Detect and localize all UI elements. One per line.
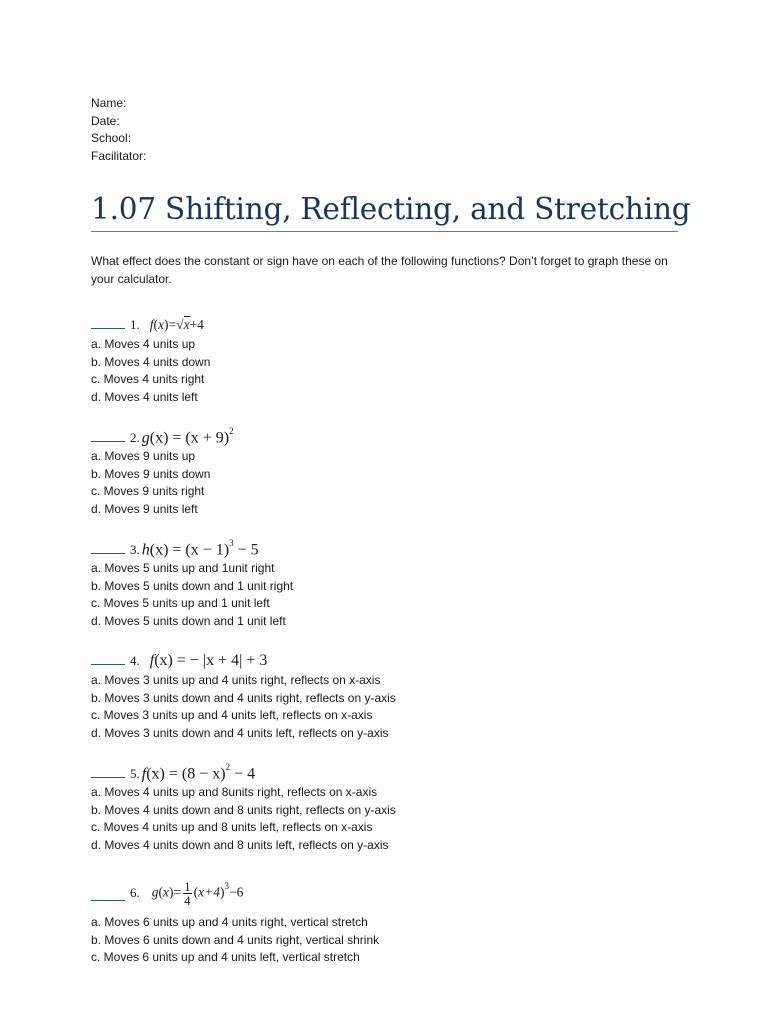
question-formula: $h(x) = (x - 1)^3 - 5$	[141, 538, 259, 559]
option-a: a. Moves 9 units up	[91, 449, 196, 463]
option-a: a. Moves 5 units up and 1unit right	[91, 561, 275, 575]
option-a: a. Moves 3 units up and 4 units right, reflects on x-axis	[91, 673, 381, 687]
school-label: School:	[91, 131, 132, 145]
option-c: c. Moves 3 units up and 4 units left, reflects on x-axis	[91, 708, 373, 722]
question-formula: $f(x) = (8 - x)^2 - 4$	[141, 762, 256, 783]
question-formula: $g(x) = (x + 9)^2$	[141, 426, 234, 447]
instructions-text: What effect does the constant or sign have on each of the following functions? Don’t forget to graph these on your calculator.	[91, 254, 668, 286]
answer-blank-2[interactable]	[91, 429, 125, 442]
answer-blank-4[interactable]	[91, 652, 125, 665]
option-a: a. Moves 4 units up	[91, 337, 196, 351]
question-6	[91, 876, 681, 967]
question-number: 5.	[130, 766, 140, 782]
answer-options	[91, 560, 681, 630]
option-c: c. Moves 9 units right	[91, 484, 205, 498]
answer-blank-3[interactable]	[91, 541, 125, 554]
option-b: b. Moves 9 units down	[91, 466, 211, 481]
question-formula: g(x)= $\frac{1}{4}$ $(x+4)^3-6$	[151, 878, 244, 908]
question-5	[91, 764, 681, 854]
question-3	[91, 540, 681, 630]
option-a: a. Moves 6 units up and 4 units right, vertical stretch	[91, 915, 368, 929]
question-formula: f(x) = − |x + 4| + 3	[149, 652, 268, 669]
option-b: b. Moves 5 units down and 1 unit right	[91, 578, 294, 593]
option-c: c. Moves 4 units up and 8 units left, reflects on x-axis	[91, 820, 373, 834]
option-b: b. Moves 6 units down and 4 units right, vertical shrink	[91, 932, 380, 947]
answer-options	[91, 914, 681, 967]
question-number: 3.	[130, 542, 140, 558]
option-b: b. Moves 4 units down and 8 units right, reflects on y-axis	[91, 802, 396, 817]
question-number: 2.	[130, 430, 140, 446]
option-d: d. Moves 4 units down and 8 units left, reflects on y-axis	[91, 837, 389, 852]
question-number: 4.	[130, 653, 140, 668]
answer-options	[91, 672, 681, 742]
option-a: a. Moves 4 units up and 8units right, reflects on x-axis	[91, 785, 378, 799]
answer-blank-6[interactable]	[91, 888, 125, 901]
option-b: b. Moves 4 units down	[91, 354, 211, 369]
option-d: d. Moves 5 units down and 1 unit left	[91, 613, 286, 628]
answer-options	[91, 784, 681, 854]
date-label: Date:	[91, 113, 120, 128]
question-4	[91, 652, 681, 742]
answer-blank-5[interactable]	[91, 765, 125, 778]
header-fields	[91, 95, 681, 165]
name-label: Name:	[91, 96, 127, 110]
question-formula: f(x)=√x+4	[149, 317, 204, 332]
option-d: d. Moves 9 units left	[91, 501, 198, 516]
facilitator-label: Facilitator:	[91, 148, 147, 163]
worksheet-page	[91, 95, 691, 967]
question-1	[91, 316, 681, 406]
option-d: d. Moves 3 units down and 4 units left, reflects on y-axis	[91, 725, 389, 740]
option-c: c. Moves 4 units right	[91, 372, 205, 386]
answer-options	[91, 336, 681, 406]
page-title: 1.07 Shifting, Reflecting, and Stretching	[91, 192, 691, 226]
option-d: d. Moves 4 units left	[91, 389, 198, 404]
option-b: b. Moves 3 units down and 4 units right, reflects on y-axis	[91, 690, 396, 705]
question-2	[91, 428, 681, 518]
answer-options	[91, 448, 681, 518]
title-divider	[91, 231, 678, 232]
option-c: c. Moves 6 units up and 4 units left, vertical stretch	[91, 950, 360, 964]
question-number: 1.	[130, 317, 140, 332]
option-c: c. Moves 5 units up and 1 unit left	[91, 596, 270, 610]
answer-blank-1[interactable]	[91, 316, 125, 329]
question-number: 6.	[130, 885, 140, 900]
